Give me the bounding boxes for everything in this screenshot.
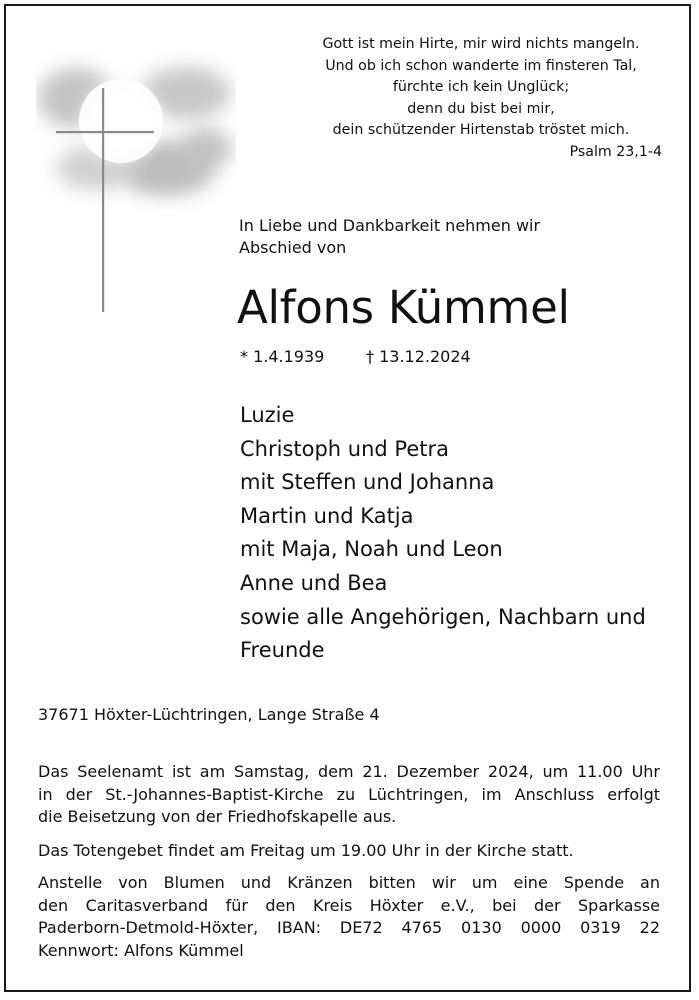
notice-line: Anstelle von Blumen und Kränzen bitten wir um eine Spende an <box>38 873 660 892</box>
mourner-line: Anne und Bea <box>240 571 388 595</box>
psalm-line: fürchte ich kein Unglück; <box>392 79 570 95</box>
requiem-notice <box>38 761 660 829</box>
psalm-line: dein schützender Hirtenstab tröstet mich. <box>332 122 630 138</box>
life-dates <box>240 346 471 368</box>
psalm-reference: Psalm 23,1-4 <box>569 143 662 160</box>
mourners-list <box>240 399 680 668</box>
mourner-line: Luzie <box>240 403 295 427</box>
mourner-group <box>240 567 680 600</box>
psalm-line: denn du bist bei mir, <box>407 100 555 117</box>
notice-line: den Caritasverband für den Kreis Höxter e.V., bei der Sparkasse <box>38 895 660 915</box>
mourner-group <box>240 601 680 667</box>
psalm-line: Und ob ich schon wanderte im finsteren Tal, <box>325 57 637 74</box>
mourner-line: Christoph und Petra <box>240 437 449 461</box>
mourner-group <box>240 500 680 566</box>
intro-line: Abschied von <box>239 238 347 257</box>
mourner-line: Martin und Katja <box>240 504 414 528</box>
notice-line: Paderborn-Detmold-Höxter, IBAN: DE72 4765 0130 0000 0319 22 <box>38 918 660 937</box>
mourner-group <box>240 433 680 499</box>
mourner-line: Freunde <box>240 638 325 662</box>
mourner-line: mit Maja, Noah und Leon <box>240 537 503 561</box>
notice-line: Kennwort: Alfons Kümmel <box>38 940 244 960</box>
farewell-intro <box>239 215 659 259</box>
psalm-line: Gott ist mein Hirte, mir wird nichts mangeln. <box>322 36 640 52</box>
family-address: 37671 Höxter-Lüchtringen, Lange Straße 4 <box>38 705 380 724</box>
mourner-line: sowie alle Angehörigen, Nachbarn und <box>240 605 646 629</box>
psalm-quote <box>300 34 662 163</box>
mourner-group <box>240 399 680 432</box>
notice-line: in der St.-Johannes-Baptist-Kirche zu Lüchtringen, im Anschluss erfolgt <box>38 784 660 804</box>
death-date: † 13.12.2024 <box>366 347 471 366</box>
notice-line: Das Seelenamt ist am Samstag, dem 21. Dezember 2024, um 11.00 Uhr <box>38 762 660 781</box>
donation-notice <box>38 872 660 962</box>
notice-line: die Beisetzung von der Friedhofskapelle aus. <box>38 807 397 826</box>
prayer-notice <box>38 840 660 863</box>
intro-line: In Liebe und Dankbarkeit nehmen wir <box>239 216 541 235</box>
cross-moon-illustration <box>36 38 236 328</box>
birth-date: * 1.4.1939 <box>240 347 325 366</box>
notice-line: Das Totengebet findet am Freitag um 19.00 Uhr in der Kirche statt. <box>38 841 574 860</box>
mourner-line: mit Steffen und Johanna <box>240 470 495 494</box>
deceased-name: Alfons Kümmel <box>237 281 570 334</box>
